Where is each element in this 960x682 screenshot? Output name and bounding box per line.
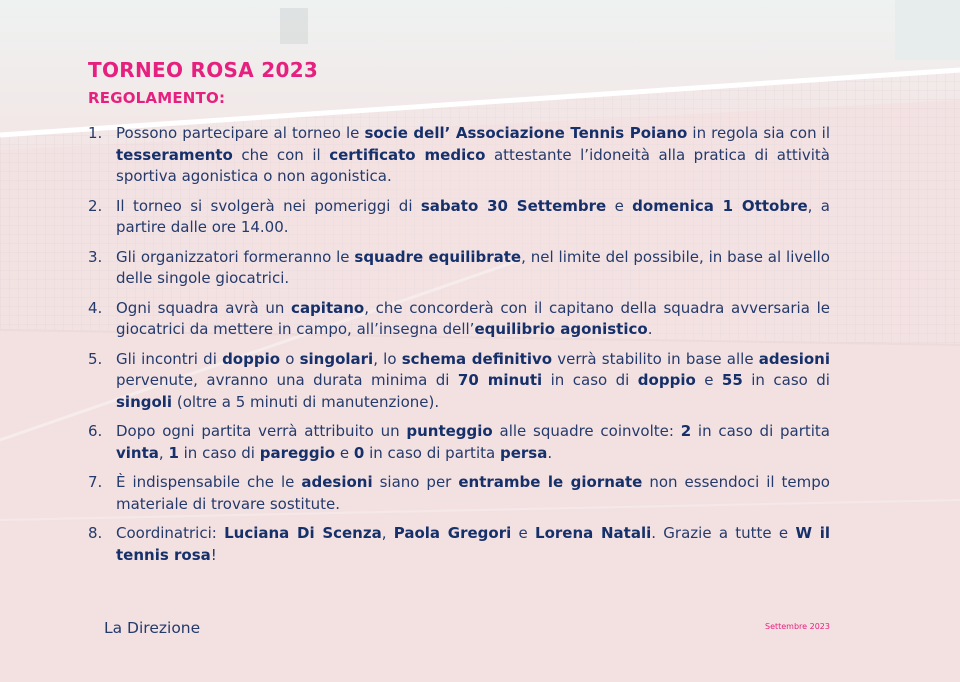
- rule-highlight: 1: [168, 443, 179, 462]
- rule-segment: e: [335, 443, 354, 462]
- rule-segment: in caso di: [542, 371, 638, 389]
- rule-segment: , a partire dalle ore 14.00.: [116, 196, 830, 236]
- rules-list: [88, 123, 830, 574]
- rule-highlight: sabato 30 Settembre: [420, 196, 607, 215]
- rule-highlight: singoli: [116, 392, 173, 411]
- rule-segment: , nel limite del possibile, in base al livello delle singole giocatrici.: [116, 247, 830, 287]
- rule-segment: non essendoci il tempo materiale di trovare sostitute.: [116, 473, 830, 513]
- rule-segment: alle squadre coinvolte:: [492, 422, 681, 440]
- rule-highlight: entrambe le giornate: [458, 473, 643, 491]
- rule-highlight: squadre equilibrate: [354, 247, 522, 266]
- rule-number: 1.: [88, 124, 103, 142]
- rule-segment: !: [210, 545, 217, 564]
- rule-segment: o: [280, 349, 300, 368]
- rule-highlight: Paola Gregori: [393, 524, 512, 542]
- rule-item: [88, 247, 830, 290]
- rule-segment: in caso di partita: [691, 422, 831, 440]
- rule-segment: (oltre a 5 minuti di manutenzione).: [172, 392, 440, 411]
- rule-segment: pervenute, avranno una durata minima di: [116, 371, 458, 389]
- document-date: Settembre 2023: [764, 622, 830, 631]
- rule-highlight: W il tennis rosa: [116, 524, 830, 564]
- rule-highlight: adesioni: [758, 349, 830, 368]
- rule-segment: in regola sia con il: [687, 124, 830, 142]
- rule-segment: Gli organizzatori formeranno le: [116, 247, 355, 266]
- rule-segment: Ogni squadra avrà un: [116, 298, 292, 317]
- rule-highlight: certificato medico: [329, 145, 486, 164]
- rule-segment: siano per: [372, 473, 459, 491]
- rule-segment: e: [695, 371, 722, 389]
- rule-number: 8.: [88, 524, 103, 542]
- rule-segment: ,: [381, 524, 394, 542]
- rule-highlight: vinta: [116, 443, 159, 462]
- rule-segment: in caso di: [178, 443, 260, 462]
- rule-item: [88, 349, 830, 414]
- rule-highlight: persa: [499, 443, 548, 462]
- rule-number: 7.: [88, 473, 103, 491]
- rule-segment: Coordinatrici:: [116, 524, 225, 542]
- rule-highlight: doppio: [637, 371, 696, 389]
- rule-highlight: 0: [353, 443, 365, 462]
- rule-highlight: schema definitivo: [401, 349, 553, 368]
- rule-segment: ,: [158, 443, 169, 462]
- rule-item: [88, 421, 830, 464]
- rule-highlight: 55: [721, 371, 743, 389]
- rule-segment: e: [511, 524, 536, 542]
- rule-item: [88, 472, 830, 515]
- rule-highlight: Luciana Di Scenza: [224, 524, 382, 542]
- page-title: TORNEO ROSA 2023: [88, 58, 319, 82]
- rule-highlight: Lorena Natali: [535, 524, 652, 542]
- rule-segment: Dopo ogni partita verrà attribuito un: [116, 422, 407, 440]
- rule-number: 3.: [88, 247, 103, 266]
- rule-number: 4.: [88, 298, 103, 317]
- rule-text: [116, 421, 830, 464]
- rule-segment: attestante l’idoneità alla pratica di attività sportiva agonistica o non agonistica.: [116, 145, 831, 185]
- rule-number: 2.: [88, 196, 103, 215]
- rule-segment: . Grazie a tutte e: [651, 524, 796, 542]
- rule-text: [116, 349, 830, 414]
- rule-segment: Il torneo si svolgerà nei pomeriggi di: [116, 196, 421, 215]
- rule-text: [116, 247, 830, 290]
- rule-highlight: capitano: [291, 298, 365, 317]
- rule-segment: verrà stabilito in base alle: [552, 349, 759, 368]
- rule-highlight: adesioni: [301, 473, 373, 491]
- signature: La Direzione: [104, 619, 201, 637]
- rule-segment: in caso di: [742, 371, 830, 389]
- rule-segment: Gli incontri di: [116, 349, 223, 368]
- rule-segment: È indispensabile che le: [116, 473, 302, 491]
- rule-segment: Possono partecipare al torneo le: [116, 124, 365, 142]
- rule-segment: .: [647, 320, 653, 338]
- rule-highlight: socie dell’ Associazione Tennis Poiano: [364, 124, 688, 142]
- rule-highlight: doppio: [222, 349, 281, 368]
- rule-number: 5.: [88, 349, 103, 368]
- rule-segment: che con il: [232, 145, 330, 164]
- rule-text: [116, 298, 830, 341]
- rule-text: [116, 472, 830, 515]
- rule-highlight: 70 minuti: [457, 371, 543, 389]
- rule-segment: e: [606, 196, 633, 215]
- rule-segment: , che concorderà con il capitano della squadra avversaria le giocatrici da mettere in campo, all’insegna dell’: [116, 298, 830, 338]
- rule-highlight: 2: [680, 422, 692, 440]
- rule-highlight: equilibrio agonistico: [474, 320, 648, 338]
- page-subtitle: REGOLAMENTO:: [88, 89, 226, 107]
- rule-number: 6.: [88, 422, 103, 440]
- rule-highlight: tesseramento: [116, 145, 233, 164]
- rule-segment: in caso di partita: [364, 443, 500, 462]
- rule-item: [88, 523, 830, 566]
- rule-highlight: pareggio: [259, 443, 336, 462]
- rule-item: [88, 298, 830, 341]
- rule-segment: .: [547, 443, 553, 462]
- rule-segment: , lo: [373, 349, 402, 368]
- rule-text: [116, 123, 830, 188]
- rule-highlight: punteggio: [406, 422, 493, 440]
- rule-text: [116, 523, 830, 566]
- rule-item: [88, 123, 830, 188]
- rule-highlight: domenica 1 Ottobre: [632, 196, 808, 215]
- rule-highlight: singolari: [299, 349, 374, 368]
- rule-item: [88, 196, 830, 239]
- rule-text: [116, 196, 830, 239]
